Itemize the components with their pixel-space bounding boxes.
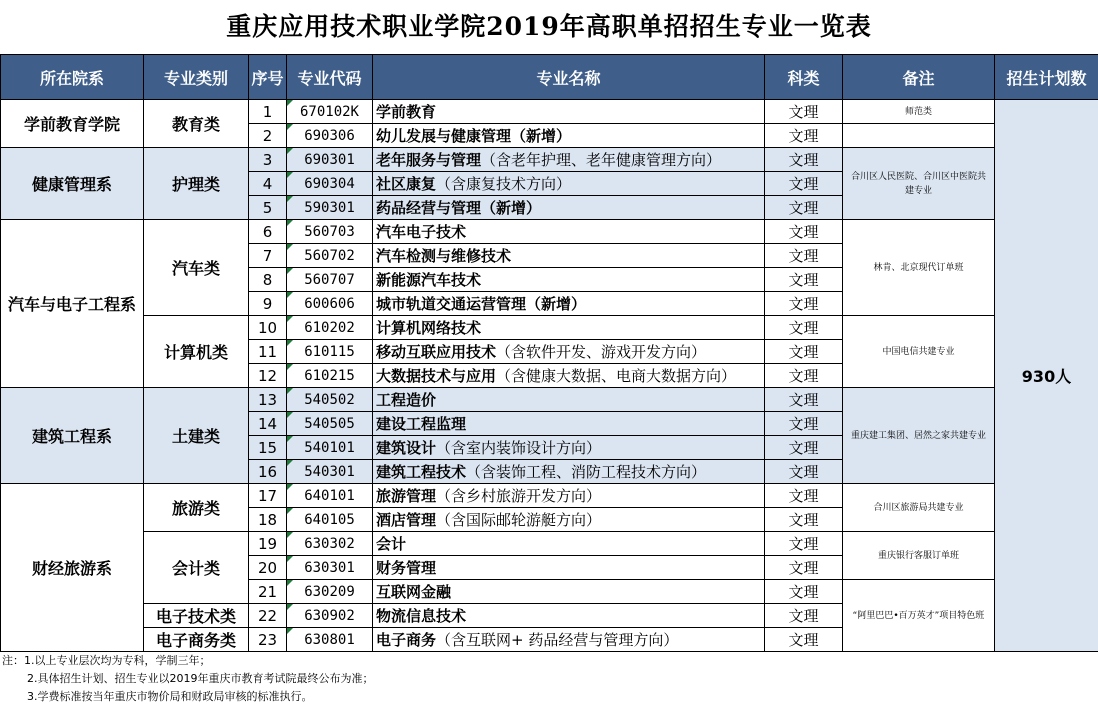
- major-name: [373, 628, 765, 652]
- major-name: [373, 340, 765, 364]
- major-code: 610115: [287, 340, 373, 364]
- majors-table: [0, 54, 1098, 652]
- major-code: 630801: [287, 628, 373, 652]
- major-name: [373, 244, 765, 268]
- major-name: [373, 508, 765, 532]
- major-name: [373, 556, 765, 580]
- table-row: [1, 148, 1098, 172]
- row-number: 4: [249, 172, 287, 196]
- major-code: 670102K: [287, 100, 373, 124]
- subject-type: 文理: [765, 220, 843, 244]
- row-number: 5: [249, 196, 287, 220]
- major-name: [373, 580, 765, 604]
- major-code: 590301: [287, 196, 373, 220]
- page-title: 重庆应用技术职业学院2019年高职单招招生专业一览表: [226, 12, 872, 41]
- major-code: 630302: [287, 532, 373, 556]
- row-number: 11: [249, 340, 287, 364]
- category-cell: 汽车类: [144, 220, 249, 316]
- subject-type: 文理: [765, 340, 843, 364]
- row-number: 8: [249, 268, 287, 292]
- major-code: 640105: [287, 508, 373, 532]
- major-name-detail: （含康复技术方向）: [436, 175, 572, 193]
- major-name-main: 旅游管理: [376, 487, 437, 505]
- subject-type: 文理: [765, 268, 843, 292]
- major-name: [373, 268, 765, 292]
- category-cell: 电子技术类: [144, 604, 249, 628]
- major-name: [373, 532, 765, 556]
- major-name-main: 幼儿发展与健康管理（新增）: [376, 127, 572, 145]
- table-row: [1, 220, 1098, 244]
- subject-type: 文理: [765, 484, 843, 508]
- row-number: 2: [249, 124, 287, 148]
- major-name: [373, 316, 765, 340]
- subject-type: 文理: [765, 412, 843, 436]
- header-remarks: 备注: [843, 55, 995, 100]
- category-cell: 教育类: [144, 100, 249, 148]
- major-code: 600606: [287, 292, 373, 316]
- department-cell: 健康管理系: [1, 148, 144, 220]
- table-row: [1, 388, 1098, 412]
- major-code: 610215: [287, 364, 373, 388]
- major-name-main: 社区康复: [376, 175, 437, 193]
- major-name-main: 电子商务: [376, 631, 437, 649]
- row-number: 10: [249, 316, 287, 340]
- table-row: [1, 532, 1098, 556]
- subject-type: 文理: [765, 364, 843, 388]
- row-number: 13: [249, 388, 287, 412]
- subject-type: 文理: [765, 316, 843, 340]
- major-name-detail: （含装饰工程、消防工程技术方向）: [466, 463, 707, 481]
- category-cell: 护理类: [144, 148, 249, 220]
- remark-cell: 合川区人民医院、合川区中医院共建专业: [843, 148, 995, 220]
- major-name-detail: （含软件开发、游戏开发方向）: [496, 343, 707, 361]
- major-code: 560702: [287, 244, 373, 268]
- table-row: [1, 484, 1098, 508]
- category-cell: 电子商务类: [144, 628, 249, 652]
- row-number: 17: [249, 484, 287, 508]
- header-category: 专业类别: [144, 55, 249, 100]
- major-code: 690304: [287, 172, 373, 196]
- row-number: 23: [249, 628, 287, 652]
- major-name-main: 建筑工程技术: [376, 463, 467, 481]
- major-code: 560707: [287, 268, 373, 292]
- major-name: [373, 220, 765, 244]
- major-code: 630209: [287, 580, 373, 604]
- footnote-1: 注：1.以上专业层次均为专科，学制三年；: [2, 654, 211, 667]
- major-code: 610202: [287, 316, 373, 340]
- major-name-main: 物流信息技术: [376, 607, 467, 625]
- major-name-main: 酒店管理: [376, 511, 437, 529]
- major-name-main: 城市轨道交通运营管理（新增）: [376, 295, 587, 313]
- major-name: [373, 484, 765, 508]
- major-name: [373, 124, 765, 148]
- remark-cell: “阿里巴巴•百万英才”项目特色班: [843, 580, 995, 652]
- major-name-main: 老年服务与管理: [376, 151, 482, 169]
- major-name: [373, 388, 765, 412]
- major-name-main: 工程造价: [376, 391, 437, 409]
- major-name: [373, 364, 765, 388]
- subject-type: 文理: [765, 556, 843, 580]
- row-number: 1: [249, 100, 287, 124]
- major-name-detail: （含互联网+ 药品经营与管理方向）: [436, 631, 679, 649]
- footnotes: [0, 652, 1098, 706]
- subject-type: 文理: [765, 244, 843, 268]
- footnote-2: 2.具体招生计划、招生专业以2019年重庆市教育考试院最终公布为准；: [27, 672, 374, 685]
- major-name-main: 药品经营与管理（新增）: [376, 199, 542, 217]
- subject-type: 文理: [765, 148, 843, 172]
- major-name: [373, 412, 765, 436]
- remark-cell: 重庆建工集团、居然之家共建专业: [843, 388, 995, 484]
- remark-cell: 中国电信共建专业: [843, 316, 995, 388]
- header-plan: 招生计划数: [995, 55, 1098, 100]
- major-name-main: 汽车电子技术: [376, 223, 467, 241]
- category-cell: 旅游类: [144, 484, 249, 532]
- major-code: 630301: [287, 556, 373, 580]
- major-name: [373, 460, 765, 484]
- department-cell: 学前教育学院: [1, 100, 144, 148]
- table-row: [1, 316, 1098, 340]
- major-code: 690306: [287, 124, 373, 148]
- subject-type: 文理: [765, 532, 843, 556]
- major-name: [373, 604, 765, 628]
- major-name-detail: （含乡村旅游开发方向）: [436, 487, 602, 505]
- major-name: [373, 100, 765, 124]
- major-name-main: 建设工程监理: [376, 415, 467, 433]
- major-name: [373, 172, 765, 196]
- row-number: 19: [249, 532, 287, 556]
- row-number: 9: [249, 292, 287, 316]
- subject-type: 文理: [765, 172, 843, 196]
- major-name-main: 建筑设计: [376, 439, 437, 457]
- category-cell: 土建类: [144, 388, 249, 484]
- footnote-3: 3.学费标准按当年重庆市物价局和财政局审核的标准执行。: [27, 690, 313, 703]
- subject-type: 文理: [765, 604, 843, 628]
- header-code: 专业代码: [287, 55, 373, 100]
- header-department: 所在院系: [1, 55, 144, 100]
- department-cell: 财经旅游系: [1, 484, 144, 652]
- major-name-main: 新能源汽车技术: [376, 271, 482, 289]
- major-name-main: 大数据技术与应用: [376, 367, 497, 385]
- major-name: [373, 196, 765, 220]
- major-name: [373, 436, 765, 460]
- major-name: [373, 292, 765, 316]
- subject-type: 文理: [765, 580, 843, 604]
- row-number: 3: [249, 148, 287, 172]
- row-number: 18: [249, 508, 287, 532]
- major-code: 690301: [287, 148, 373, 172]
- row-number: 15: [249, 436, 287, 460]
- major-code: 540505: [287, 412, 373, 436]
- remark-cell: 师范类: [843, 100, 995, 124]
- major-code: 640101: [287, 484, 373, 508]
- header-subject-type: 科类: [765, 55, 843, 100]
- remark-cell: 合川区旅游局共建专业: [843, 484, 995, 532]
- major-name-detail: （含国际邮轮游艇方向）: [436, 511, 602, 529]
- department-cell: 汽车与电子工程系: [1, 220, 144, 388]
- remark-cell: 重庆银行客服订单班: [843, 532, 995, 580]
- row-number: 20: [249, 556, 287, 580]
- row-number: 16: [249, 460, 287, 484]
- row-number: 21: [249, 580, 287, 604]
- row-number: 22: [249, 604, 287, 628]
- remark-cell: 林肯、北京现代订单班: [843, 220, 995, 316]
- major-name-detail: （含老年护理、老年健康管理方向）: [481, 151, 722, 169]
- major-code: 630902: [287, 604, 373, 628]
- subject-type: 文理: [765, 388, 843, 412]
- subject-type: 文理: [765, 292, 843, 316]
- header-number: 序号: [249, 55, 287, 100]
- subject-type: 文理: [765, 196, 843, 220]
- subject-type: 文理: [765, 508, 843, 532]
- major-code: 560703: [287, 220, 373, 244]
- major-code: 540101: [287, 436, 373, 460]
- major-name-main: 互联网金融: [376, 583, 452, 601]
- major-code: 540301: [287, 460, 373, 484]
- major-name-main: 学前教育: [376, 103, 437, 121]
- subject-type: 文理: [765, 100, 843, 124]
- major-name-main: 财务管理: [376, 559, 437, 577]
- subject-type: 文理: [765, 628, 843, 652]
- row-number: 12: [249, 364, 287, 388]
- table-header-row: [1, 55, 1098, 100]
- major-name-main: 会计: [376, 535, 407, 553]
- major-name-main: 计算机网络技术: [376, 319, 482, 337]
- header-major-name: 专业名称: [373, 55, 765, 100]
- department-cell: 建筑工程系: [1, 388, 144, 484]
- category-cell: 会计类: [144, 532, 249, 604]
- major-name-main: 移动互联应用技术: [376, 343, 497, 361]
- major-name: [373, 148, 765, 172]
- row-number: 7: [249, 244, 287, 268]
- plan-total-cell: 930人: [995, 100, 1098, 652]
- subject-type: 文理: [765, 460, 843, 484]
- major-name-detail: （含健康大数据、电商大数据方向）: [496, 367, 737, 385]
- row-number: 6: [249, 220, 287, 244]
- major-name-main: 汽车检测与维修技术: [376, 247, 512, 265]
- subject-type: 文理: [765, 436, 843, 460]
- remark-cell: [843, 124, 995, 148]
- table-row: [1, 100, 1098, 124]
- major-code: 540502: [287, 388, 373, 412]
- category-cell: 计算机类: [144, 316, 249, 388]
- subject-type: 文理: [765, 124, 843, 148]
- row-number: 14: [249, 412, 287, 436]
- major-name-detail: （含室内装饰设计方向）: [436, 439, 602, 457]
